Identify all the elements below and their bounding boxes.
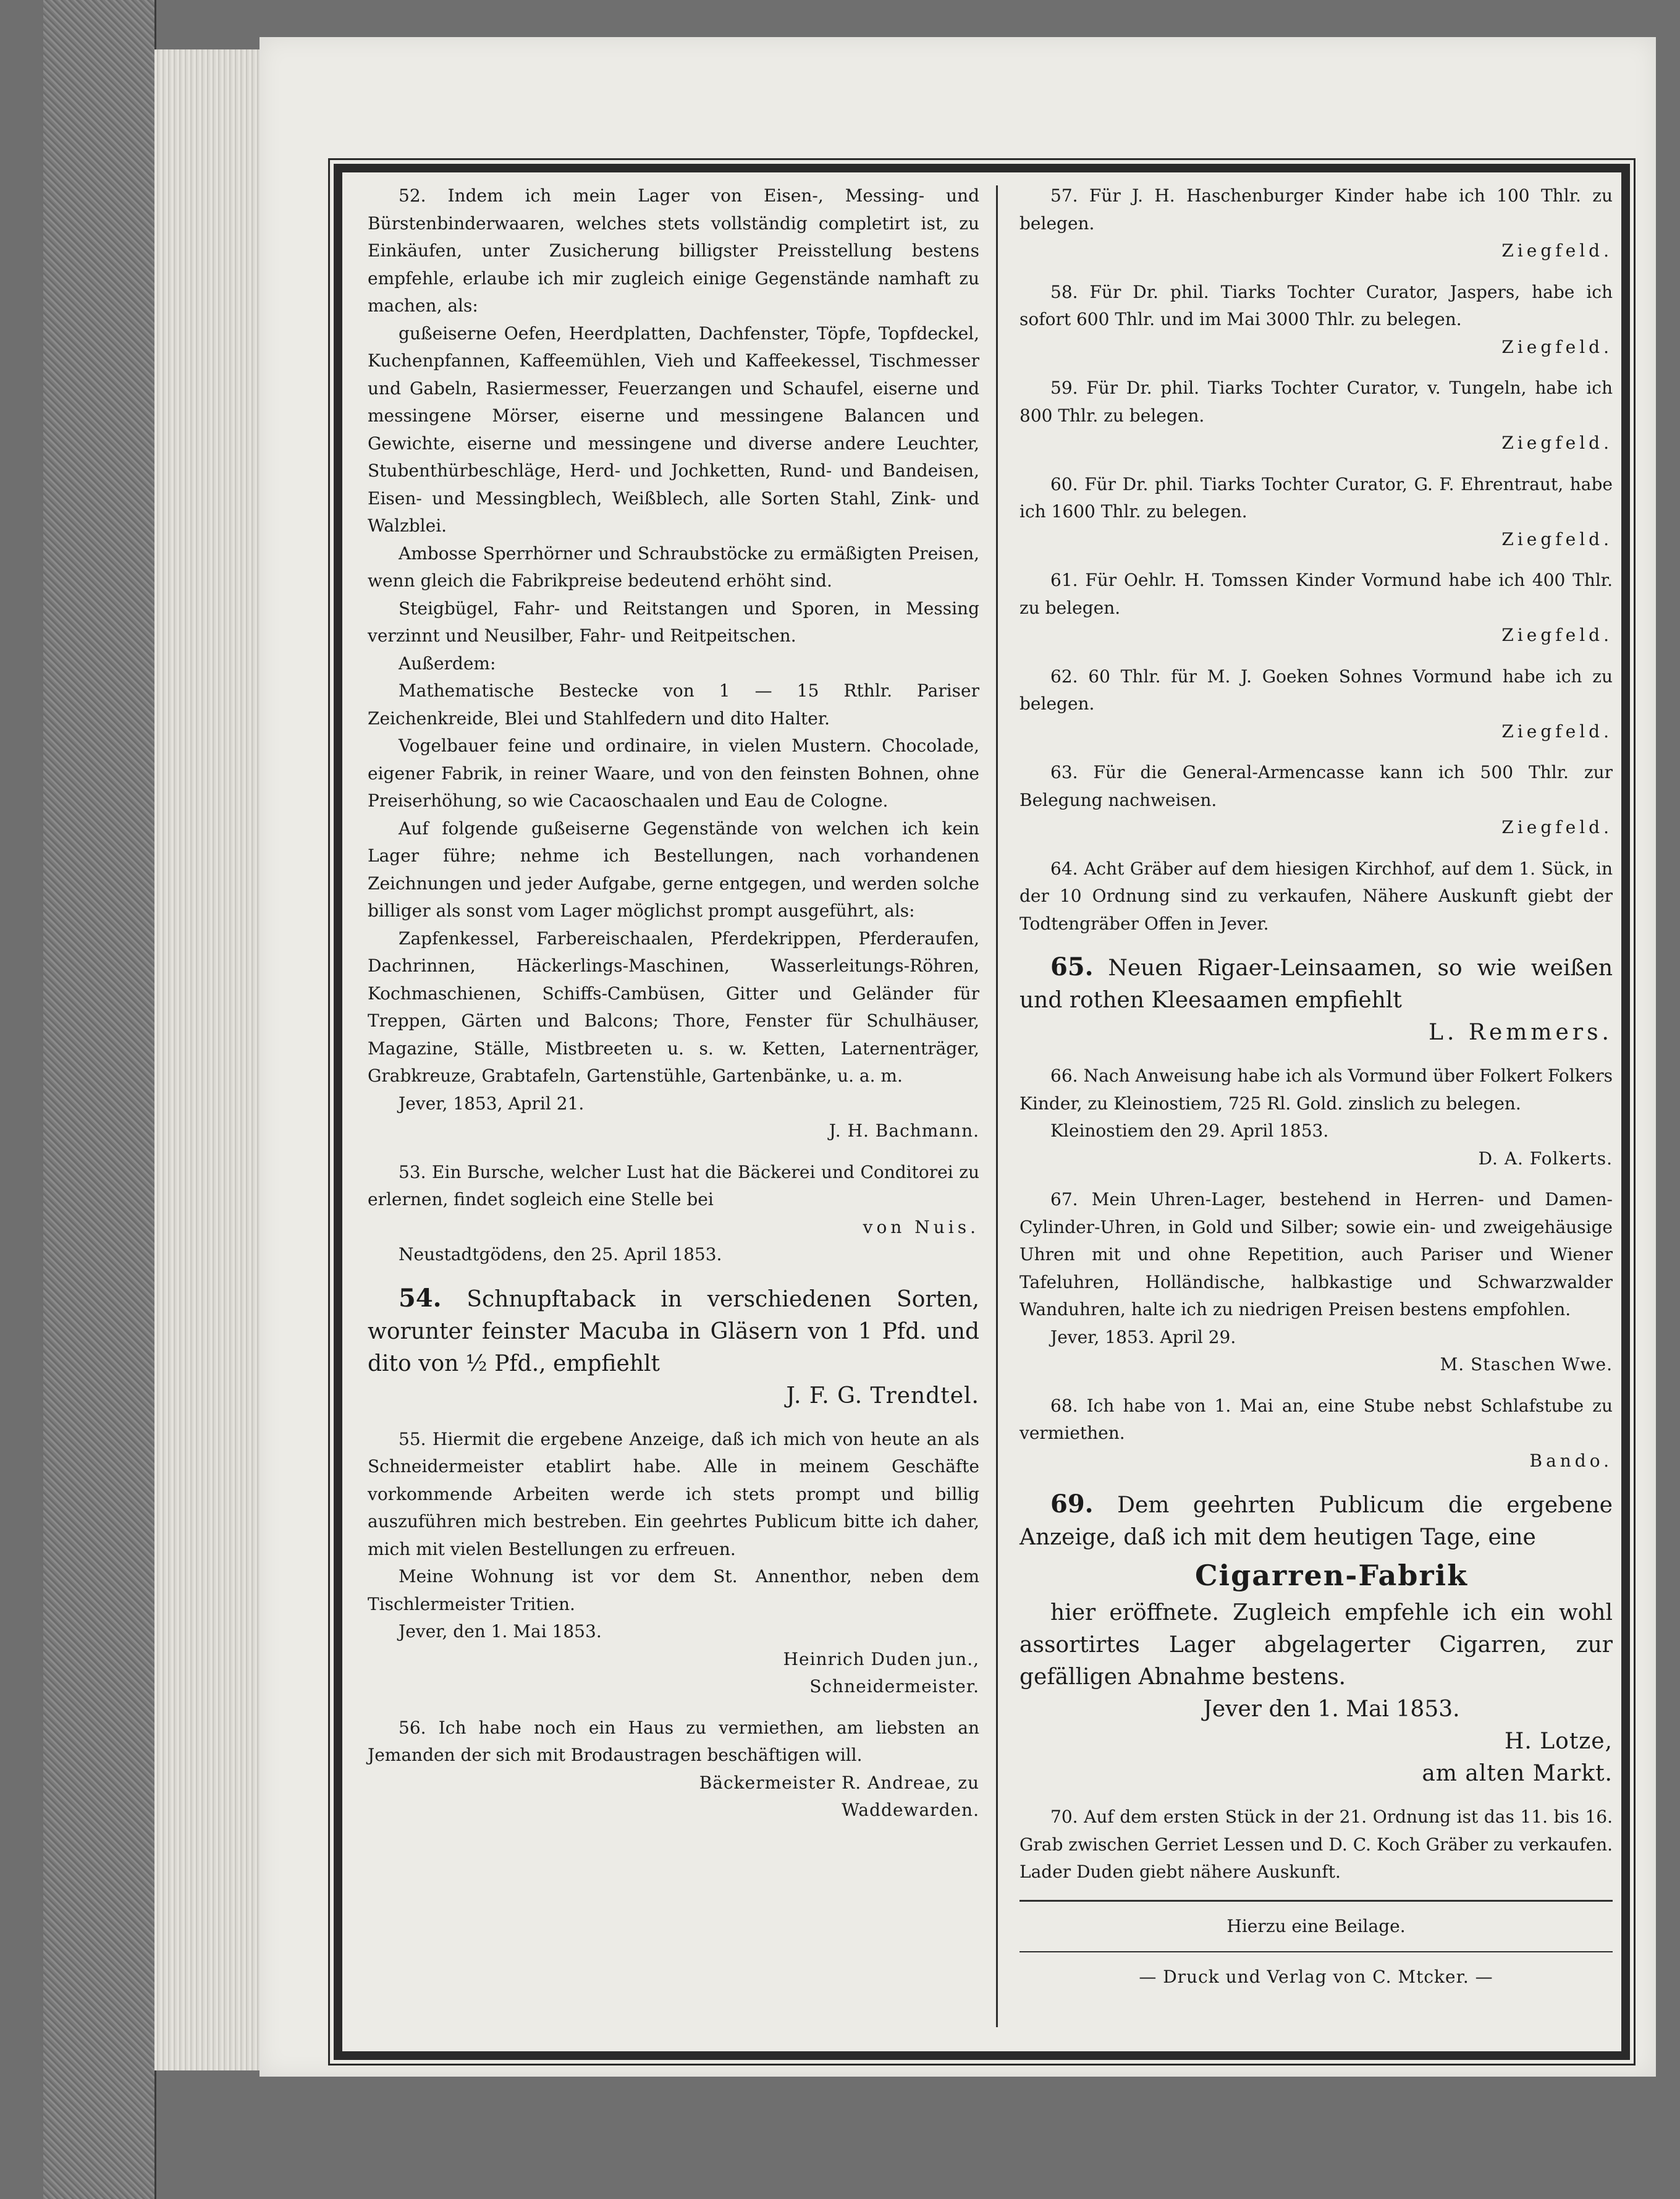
ad-65-number: 65. bbox=[1050, 952, 1094, 981]
ad-62 bbox=[1019, 663, 1613, 746]
ad-58-signature: Ziegfeld. bbox=[1501, 336, 1613, 357]
ad-69-signature: H. Lotze, bbox=[1504, 1729, 1613, 1754]
ad-61-text: 61. Für Oehlr. H. Tomssen Kinder Vormund habe ich 400 Thlr. zu belegen. bbox=[1019, 570, 1613, 618]
ad-69-text2: hier eröffnete. Zugleich empfehle ich ein wohl assortirtes Lager abgelagerter Cigarren, zur gefälligen Abnahme bestens. bbox=[1019, 1600, 1613, 1690]
ad-52-line-6: Vogelbauer feine und ordinaire, in vielen Mustern. Chocolade, eigener Fabrik, in reiner Waare, und von den feinsten Bohnen, ohne Preiserhöhung, so wie Cacaoschaalen und Eau de Cologne. bbox=[368, 735, 979, 811]
ad-53 bbox=[368, 1159, 979, 1269]
ad-56-signature2: Waddewarden. bbox=[842, 1800, 979, 1820]
ad-64 bbox=[1019, 855, 1613, 938]
ad-65-signature: L. Remmers. bbox=[1429, 1020, 1613, 1045]
ad-60-text: 60. Für Dr. phil. Tiarks Tochter Curator, G. F. Ehrentraut, habe ich 1600 Thlr. zu belegen. bbox=[1019, 473, 1613, 522]
ad-53-signature: von Nuis. bbox=[863, 1216, 979, 1237]
ad-55-place-date: Jever, den 1. Mai 1853. bbox=[399, 1621, 602, 1642]
ad-63-text: 63. Für die General-Armencasse kann ich 500 Thlr. zur Belegung nachweisen. bbox=[1019, 762, 1613, 810]
ad-64-text: 64. Acht Gräber auf dem hiesigen Kirchhof, auf dem 1. Sück, in der 10 Ordnung sind zu verkaufen, Nähere Auskunft giebt der Todtengräber Offen in Jever. bbox=[1019, 858, 1613, 934]
ad-52-line-0: 52. Indem ich mein Lager von Eisen-, Messing- und Bürstenbinderwaaren, welches stets vollständig completirt ist, zu Einkäufen, unter Zusicherung billigster Preisstellung bestens empfehle, erlaube ich mir zugleich einige Gegenstände namhaft zu machen, als: bbox=[368, 185, 979, 316]
ad-55-text2: Meine Wohnung ist vor dem St. Annenthor, neben dem Tischlermeister Tritien. bbox=[368, 1566, 979, 1614]
ad-66 bbox=[1019, 1062, 1613, 1172]
column-divider bbox=[996, 185, 998, 2027]
ad-54-number: 54. bbox=[399, 1283, 442, 1313]
ad-52-line-4: Außerdem: bbox=[399, 653, 496, 674]
ad-55-signature2: Schneidermeister. bbox=[809, 1676, 979, 1697]
ad-58 bbox=[1019, 279, 1613, 362]
ad-53-place-date: Neustadtgödens, den 25. April 1853. bbox=[399, 1244, 722, 1265]
ad-61 bbox=[1019, 567, 1613, 650]
ad-68-text: 68. Ich habe von 1. Mai an, eine Stube nebst Schlafstube zu vermiethen. bbox=[1019, 1395, 1613, 1443]
ad-59-signature: Ziegfeld. bbox=[1501, 433, 1613, 453]
ad-67-text: 67. Mein Uhren-Lager, bestehend in Herren- und Damen-Cylinder-Uhren, in Gold und Silber; sowie ein- und zweigehäusige Uhren mit und ohne Repetition, auch Pariser und Wiener Tafeluhren, Holländische, halbkastige und Schwarzwalder Wanduhren, halte ich zu niedrigen Preisen bestens empfohlen. bbox=[1019, 1189, 1613, 1320]
ad-60 bbox=[1019, 471, 1613, 554]
ad-52 bbox=[368, 182, 979, 1145]
ad-52-signature: J. H. Bachmann. bbox=[829, 1121, 979, 1141]
ad-67 bbox=[1019, 1186, 1613, 1379]
ad-57-text: 57. Für J. H. Haschenburger Kinder habe ich 100 Thlr. zu belegen. bbox=[1019, 185, 1613, 234]
ad-56 bbox=[368, 1714, 979, 1824]
ad-59-text: 59. Für Dr. phil. Tiarks Tochter Curator, v. Tungeln, habe ich 800 Thlr. zu belegen. bbox=[1019, 378, 1613, 426]
ad-52-line-8: Zapfenkessel, Farbereischaalen, Pferdekrippen, Pferderaufen, Dachrinnen, Häckerlings-Maschinen, Wasserleitungs-Röhren, Kochmaschienen, Schiffs-Cambüsen, Gitter und Geländer für Treppen, Gärten und Balcons; Thore, Fenster für Schulhäuser, Magazine, Ställe, Mistbreeten u. s. w. Ketten, Laternenträger, Grabkreuze, Grabtafeln, Gartenstühle, Gartenbänke, u. a. m. bbox=[368, 928, 979, 1086]
ad-63-signature: Ziegfeld. bbox=[1501, 817, 1613, 837]
ad-67-signature: M. Staschen Wwe. bbox=[1440, 1354, 1613, 1375]
ad-54-signature: J. F. G. Trendtel. bbox=[786, 1383, 979, 1409]
ad-52-line-7: Auf folgende gußeiserne Gegenstände von welchen ich kein Lager führe; nehme ich Bestellungen, nach vorhandenen Zeichnungen und jeder Aufgabe, gerne entgegen, und werden solche billiger als sonst vom Lager möglichst prompt ausgeführt, als: bbox=[368, 818, 979, 921]
ad-63 bbox=[1019, 759, 1613, 842]
ad-55-text: 55. Hiermit die ergebene Anzeige, daß ich mich von heute an als Schneidermeister etablirt habe. Alle in meinem Geschäfte vorkommende Arbeiten werde ich stets prompt und billig auszuführen mich bestreben. Ein geehrtes Publicum bitte ich daher, mich mit vielen Bestellungen zu erfreuen. bbox=[368, 1428, 979, 1559]
left-column bbox=[368, 182, 979, 1838]
ad-66-place-date: Kleinostiem den 29. April 1853. bbox=[1050, 1121, 1329, 1141]
footer-rule bbox=[1019, 1900, 1613, 1902]
ad-52-line-3: Steigbügel, Fahr- und Reitstangen und Sporen, in Messing verzinnt und Neusilber, Fahr- und Reitpeitschen. bbox=[368, 598, 979, 646]
ad-70 bbox=[1019, 1803, 1613, 1886]
ad-60-signature: Ziegfeld. bbox=[1501, 528, 1613, 549]
ad-70-text: 70. Auf dem ersten Stück in der 21. Ordnung ist das 11. bis 16. Grab zwischen Gerriet Lessen und D. C. Koch Gräber zu verkaufen. Lader Duden giebt nähere Auskunft. bbox=[1019, 1807, 1613, 1882]
ad-69-place-date: Jever den 1. Mai 1853. bbox=[1203, 1697, 1460, 1722]
footer-note: Hierzu eine Beilage. bbox=[1226, 1915, 1406, 1936]
ad-54-text: Schnupftaback in verschiedenen Sorten, worunter feinster Macuba in Gläsern von 1 Pfd. und dito von ½ Pfd., empfiehlt bbox=[368, 1286, 980, 1376]
ad-52-place-date: Jever, 1853, April 21. bbox=[399, 1093, 585, 1114]
ad-69-signature2: am alten Markt. bbox=[1422, 1761, 1613, 1786]
ad-57 bbox=[1019, 182, 1613, 265]
ad-52-line-5: Mathematische Bestecke von 1 — 15 Rthlr. Pariser Zeichenkreide, Blei und Stahlfedern und dito Halter. bbox=[368, 680, 979, 729]
ad-69-heading: Cigarren-Fabrik bbox=[1194, 1559, 1469, 1592]
book-binding bbox=[43, 0, 156, 2199]
ad-54 bbox=[368, 1282, 979, 1412]
ad-62-signature: Ziegfeld. bbox=[1501, 721, 1613, 742]
ad-66-signature: D. A. Folkerts. bbox=[1478, 1148, 1613, 1169]
imprint-rule bbox=[1019, 1951, 1613, 1952]
ad-65 bbox=[1019, 951, 1613, 1049]
ad-69-text: Dem geehrten Publicum die ergebene Anzeige, daß ich mit dem heutigen Tage, eine bbox=[1019, 1493, 1613, 1550]
ad-68-signature: Bando. bbox=[1529, 1450, 1613, 1471]
ad-56-text: 56. Ich habe noch ein Haus zu vermiethen, am liebsten an Jemanden der sich mit Brodaustragen beschäftigen will. bbox=[368, 1717, 979, 1765]
ad-59 bbox=[1019, 375, 1613, 457]
ad-55 bbox=[368, 1426, 979, 1701]
ad-62-text: 62. 60 Thlr. für M. J. Goeken Sohnes Vormund habe ich zu belegen. bbox=[1019, 666, 1613, 714]
ad-57-signature: Ziegfeld. bbox=[1501, 240, 1613, 261]
ad-69 bbox=[1019, 1488, 1613, 1790]
ad-69-number: 69. bbox=[1050, 1489, 1094, 1519]
ad-52-line-2: Ambosse Sperrhörner und Schraubstöcke zu ermäßigten Preisen, wenn gleich die Fabrikpreise bedeutend erhöht sind. bbox=[368, 543, 979, 591]
ad-55-signature: Heinrich Duden jun., bbox=[783, 1648, 979, 1669]
ad-58-text: 58. Für Dr. phil. Tiarks Tochter Curator, Jaspers, habe ich sofort 600 Thlr. und im Mai 3000 Thlr. zu belegen. bbox=[1019, 281, 1613, 329]
ad-61-signature: Ziegfeld. bbox=[1501, 625, 1613, 645]
ad-68 bbox=[1019, 1392, 1613, 1475]
ad-56-signature: Bäckermeister R. Andreae, zu bbox=[699, 1772, 979, 1793]
ad-53-text: 53. Ein Bursche, welcher Lust hat die Bäckerei und Conditorei zu erlernen, findet sogleich eine Stelle bei bbox=[368, 1161, 979, 1210]
ad-65-text: Neuen Rigaer-Leinsaamen, so wie weißen und rothen Kleesaamen empfiehlt bbox=[1019, 955, 1613, 1013]
right-column bbox=[1019, 182, 1613, 1991]
imprint: — Druck und Verlag von C. Mtcker. — bbox=[1139, 1967, 1493, 1987]
ad-52-line-1: gußeiserne Oefen, Heerdplatten, Dachfenster, Töpfe, Topfdeckel, Kuchenpfannen, Kaffeemühlen, Vieh und Kaffeekessel, Tischmesser und Gabeln, Rasiermesser, Feuerzangen und Schaufel, eiserne und messingene Mörser, eiserne und messingene Balancen und Gewichte, eiserne und messingene und diverse andere Leuchter, Stubenthürbeschläge, Herd- und Jochketten, Rund- und Bandeisen, Eisen- und Messingblech, Weißblech, alle Sorten Stahl, Zink- und Walzblei. bbox=[368, 323, 979, 536]
ad-67-place-date: Jever, 1853. April 29. bbox=[1050, 1326, 1236, 1347]
ad-66-text: 66. Nach Anweisung habe ich als Vormund über Folkert Folkers Kinder, zu Kleinostiem, 725 Rl. Gold. zinslich zu belegen. bbox=[1019, 1066, 1613, 1114]
